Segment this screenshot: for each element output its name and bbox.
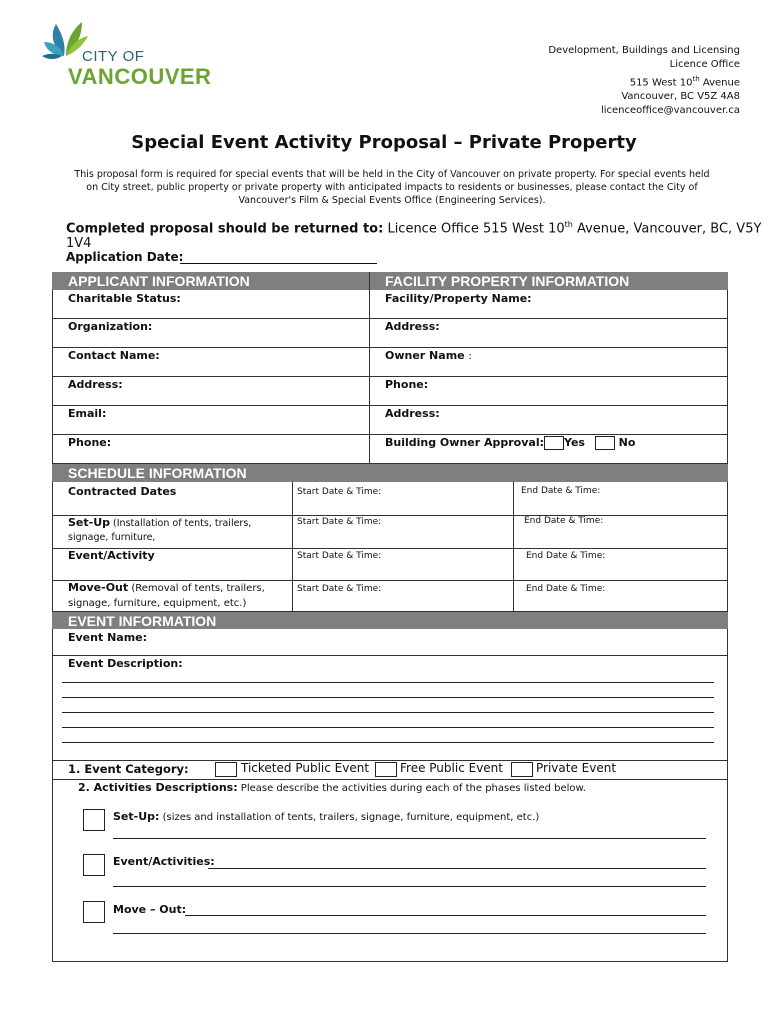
setup-end-label: End Date & Time:	[524, 516, 604, 526]
description-line[interactable]	[62, 742, 714, 743]
description-line[interactable]	[62, 697, 714, 698]
moveout-line[interactable]	[185, 915, 706, 916]
applicant-address-label: Address:	[68, 378, 123, 391]
setup-activity-label: Set-Up: (sizes and installation of tents, trailers, signage, furniture, equipment, etc.)	[113, 810, 540, 823]
application-date-field[interactable]	[180, 263, 377, 264]
description-line[interactable]	[62, 712, 714, 713]
event-start-label: Start Date & Time:	[297, 551, 382, 561]
owner-approval-row: Building Owner Approval: Yes No	[385, 436, 636, 449]
page-title: Special Event Activity Proposal – Private Property	[131, 132, 637, 153]
event-activity-schedule-label: Event/Activity	[68, 549, 155, 562]
setup-line[interactable]	[113, 838, 706, 839]
schedule-header: SCHEDULE INFORMATION	[52, 464, 728, 482]
facility-header: FACILITY PROPERTY INFORMATION	[369, 272, 728, 290]
office-street: 515 West 10th Avenue	[629, 75, 740, 89]
event-activities-line[interactable]	[208, 868, 706, 869]
moveout-end-label: End Date & Time:	[526, 584, 606, 594]
applicant-header: APPLICANT INFORMATION	[52, 272, 369, 290]
activities-descriptions-label: 2. Activities Descriptions: Please describe the activities during each of the phases listed below.	[78, 781, 586, 794]
description-line[interactable]	[62, 682, 714, 683]
owner-address-label: Address:	[385, 407, 440, 420]
charitable-status-label: Charitable Status:	[68, 292, 181, 305]
office-dept: Development, Buildings and Licensing	[548, 45, 740, 56]
office-city: Vancouver, BC V5Z 4A8	[621, 91, 740, 103]
event-name-label: Event Name:	[68, 631, 148, 644]
organization-label: Organization:	[68, 320, 153, 333]
facility-address-label: Address:	[385, 320, 440, 333]
free-public-label: Free Public Event	[400, 761, 503, 775]
setup-checkbox[interactable]	[83, 809, 105, 831]
event-header: EVENT INFORMATION	[52, 612, 728, 629]
event-description-label: Event Description:	[68, 657, 183, 670]
event-end-label: End Date & Time:	[526, 551, 606, 561]
contact-name-label: Contact Name:	[68, 349, 160, 362]
approval-no-checkbox[interactable]	[595, 436, 615, 450]
event-activities-checkbox[interactable]	[83, 854, 105, 876]
facility-phone-label: Phone:	[385, 378, 429, 391]
event-activities-label: Event/Activities:	[113, 855, 215, 868]
facility-name-label: Facility/Property Name:	[385, 292, 532, 305]
owner-name-label: Owner Name :	[385, 349, 472, 362]
moveout-activity-label: Move – Out:	[113, 903, 187, 916]
contracted-dates-label: Contracted Dates	[68, 485, 177, 498]
contracted-start-label: Start Date & Time:	[297, 487, 382, 497]
office-email: licenceoffice@vancouver.ca	[600, 105, 740, 117]
event-category-label: 1. Event Category:	[68, 762, 189, 776]
free-public-checkbox[interactable]	[375, 762, 397, 777]
setup-schedule-label: Set-Up (Installation of tents, trailers, signage, furniture,	[68, 516, 252, 543]
description-line[interactable]	[62, 727, 714, 728]
private-event-checkbox[interactable]	[511, 762, 533, 777]
moveout-schedule-label: Move-Out (Removal of tents, trailers, signage, furniture, equipment, etc.)	[68, 581, 265, 609]
email-label: Email:	[68, 407, 107, 420]
ticketed-checkbox[interactable]	[215, 762, 237, 777]
contracted-end-label: End Date & Time:	[521, 486, 601, 496]
moveout-start-label: Start Date & Time:	[297, 584, 382, 594]
event-activities-line[interactable]	[113, 886, 706, 887]
office-name: Licence Office	[669, 59, 740, 70]
applicant-phone-label: Phone:	[68, 436, 112, 449]
approval-yes-checkbox[interactable]	[544, 436, 564, 450]
moveout-line[interactable]	[113, 933, 706, 934]
office-address	[548, 44, 740, 118]
intro-text: This proposal form is required for special events that will be held in the City of Vancouver on private property. For special events held on City street, public property or private property with anticipated impacts to residents or businesses, please contact the City of Vancouver's Film & Special Events Office (Engineering Services).	[74, 169, 710, 206]
private-event-label: Private Event	[536, 761, 617, 775]
logo-line1: CITY OF	[82, 48, 145, 65]
logo-line2: VANCOUVER	[68, 64, 212, 89]
application-date-label: Application Date:	[66, 250, 184, 264]
ticketed-label: Ticketed Public Event	[241, 761, 370, 775]
return-instructions: Completed proposal should be returned to: Licence Office 515 West 10th Avenue, Vancouver, BC, V5Y 1V4	[66, 220, 762, 252]
moveout-checkbox[interactable]	[83, 901, 105, 923]
setup-start-label: Start Date & Time:	[297, 517, 382, 527]
